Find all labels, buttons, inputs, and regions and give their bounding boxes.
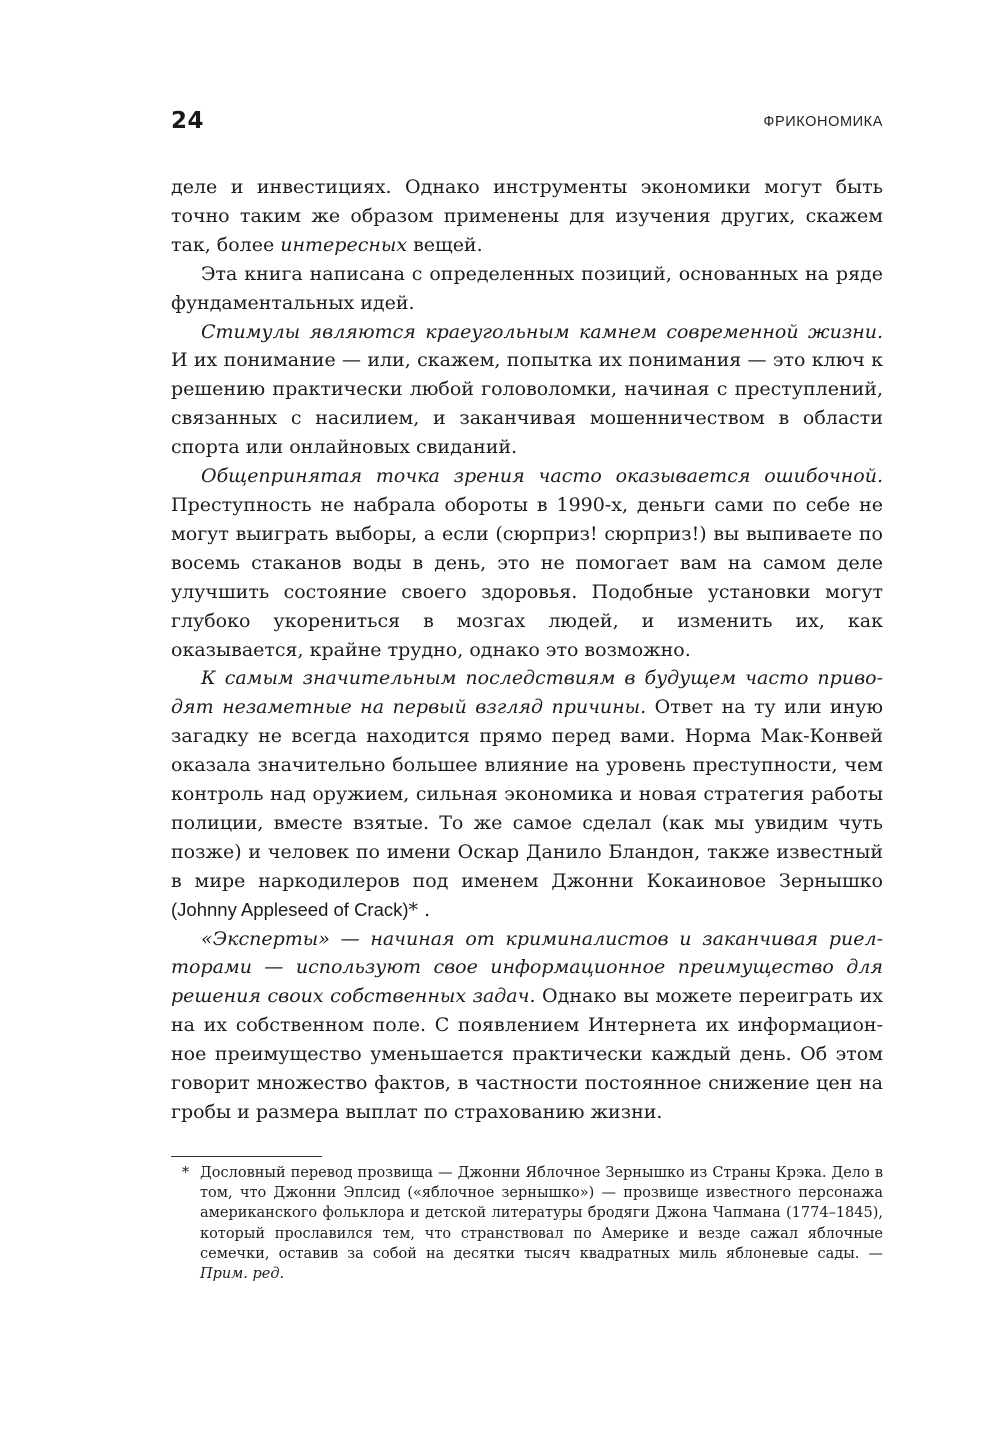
paragraph-1-text-a: деле и инвестициях. Однако инструменты экономики могут быть точно таким же образом применены для изучения других, скажем так, более [171,176,883,256]
paragraph-4-thesis: Общепринятая точка зрения часто оказывается ошибочной. [201,465,883,488]
body-text [171,173,883,1127]
paragraph-1 [171,173,883,260]
footnote-body [200,1163,883,1284]
paragraph-3-thesis: Стимулы являются краеугольным камнем современной жизни. [201,320,883,343]
running-head: ФРИКОНОМИКА [763,114,883,130]
footnote-text: Дословный перевод прозвища — Джонни Яблочное Зернышко из Страны Крэка. Дело в том, что Джонни Эплсид («яблочное зернышко») — прозвище известного персонажа американского фольклора и детской литературы бродяги Джона Чапмана (1774–1845), который прославился тем, что странствовал по Америке и везде сажал яблочные семечки, оставив за собой на десятки тысяч квадратных миль яблоневые сады. — [200,1165,883,1262]
paragraph-5-latin-name: (Johnny Appleseed of Crack) [171,898,409,920]
footnote-editor-note: Прим. ред. [200,1266,285,1283]
paragraph-2: Эта книга написана с определенных позиций, основанных на ряде фундаментальных идей. [171,262,883,314]
paragraph-4-text: Преступность не набрала обороты в 1990-х, деньги сами по себе не могут выиграть выборы, а если (сюрприз! сюрприз!) вы выпиваете по восемь стаканов воды в день, это не помогает вам на самом деле улучшить состояние своего здоровья. Подобные установки могут глубоко укорениться в мозгах людей, и изменить их, как оказывается, крайне трудно, однако это возможно. [171,493,883,661]
paragraph-5-text: Ответ на ту или иную загадку не всегда находится прямо перед вами. Норма Мак-Конвей оказала значительно большее влияние на уровень преступности, чем контроль над оружием, сильная экономика и новая стратегия работы полиции, вместе взятые. То же самое сделал (как мы увидим чуть позже) и человек по имени Оскар Данило Бландон, также известный в мире наркодилеров под именем Джонни Кокаиновое Зернышко [171,696,883,892]
page-number: 24 [171,108,205,134]
footnote-divider [171,1156,322,1157]
paragraph-6-text: Однако вы можете переиграть их на их собственном поле. С появлением Интернета их информационное преимущество уменьшается практически каждый день. Об этом говорит множество фактов, в частности постоянное снижение цен на гробы и размера выплат по страхованию жизни. [171,985,883,1123]
footnote [171,1163,883,1284]
paragraph-5 [171,664,883,924]
footnote-reference: * . [408,898,431,921]
paragraph-3 [171,318,883,463]
paragraph-6 [171,925,883,1127]
paragraph-1-text-b: вещей. [407,233,483,256]
paragraph-1-emphasis: интересных [280,233,408,256]
footnote-marker: * [181,1165,190,1181]
paragraph-5-thesis: К самым значительным последствиям в будущем часто приводят незаметные на первый взгляд причины. [171,667,883,719]
paragraph-3-text: И их понимание — или, скажем, попытка их понимания — это ключ к решению практически любой головоломки, начиная с преступлений, связанных с насилием, и заканчивая мошенничеством в области спорта или онлайновых свиданий. [171,349,883,459]
paragraph-6-thesis: «Эксперты» — начиная от криминалистов и заканчивая риелторами — используют свое информационное преимущество для решения своих собственных задач. [171,927,883,1008]
paragraph-4 [171,462,883,664]
